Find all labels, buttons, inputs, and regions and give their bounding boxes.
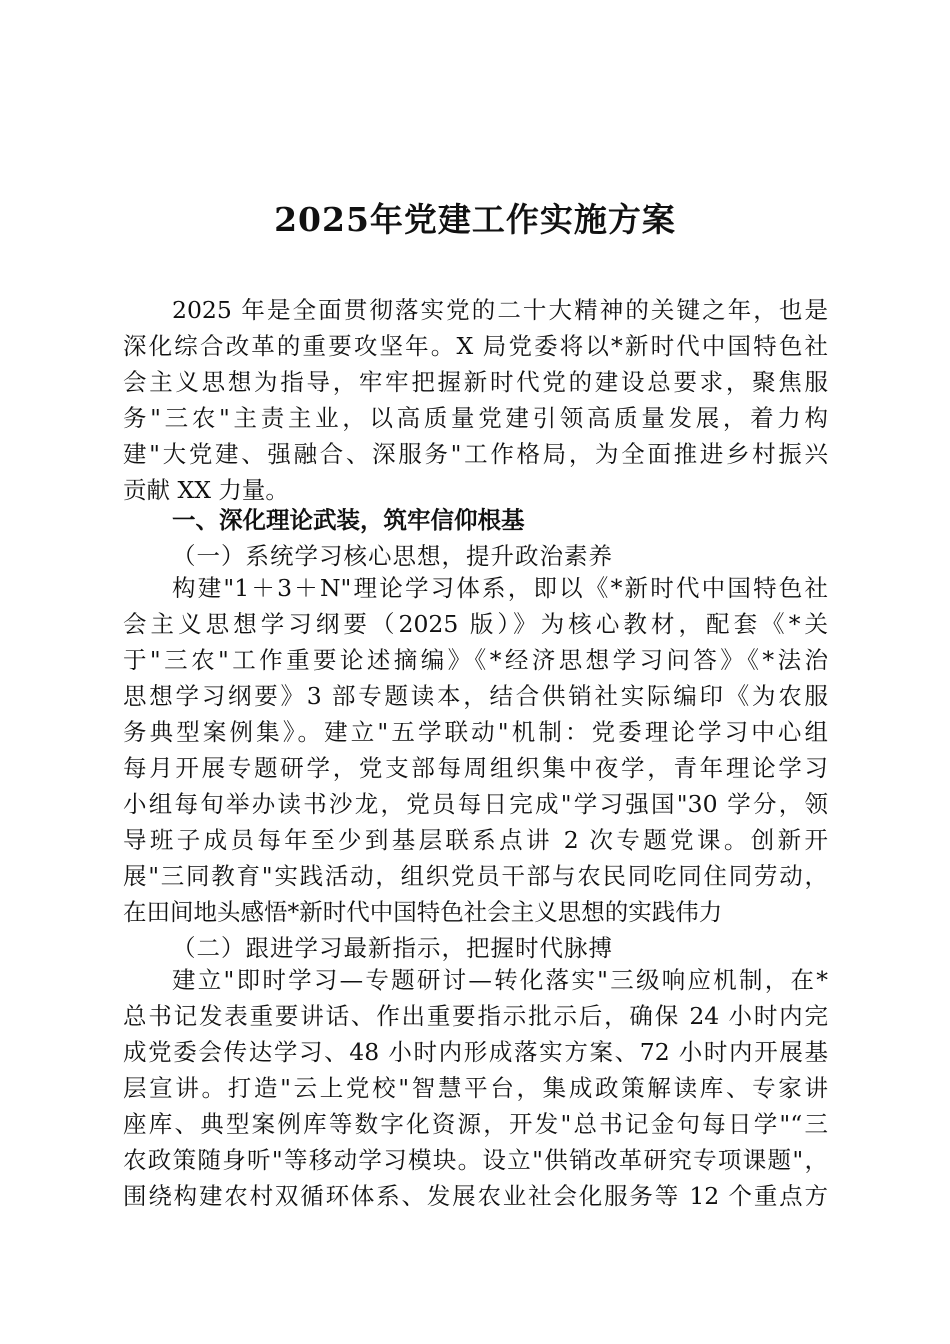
paragraph-line: 在田间地头感悟*新时代中国特色社会主义思想的实践伟力 — [123, 898, 723, 926]
section-heading: 一、深化理论武装，筑牢信仰根基 — [172, 506, 525, 534]
paragraph-line: 每月开展专题研学，党支部每周组织集中夜学，青年理论学习 — [123, 754, 828, 782]
subsection-heading: （一）系统学习核心思想，提升政治素养 — [172, 542, 613, 570]
paragraph-line: 层宣讲。打造"云上党校"智慧平台，集成政策解读库、专家讲 — [123, 1074, 828, 1102]
document-title: 2025年党建工作实施方案 — [274, 200, 676, 239]
paragraph-line: 会主义思想学习纲要（2025 版）》为核心教材，配套《*关 — [123, 610, 828, 638]
intro-line: 建"大党建、强融合、深服务"工作格局，为全面推进乡村振兴 — [123, 440, 828, 468]
paragraph-line: 建立"即时学习—专题研讨—转化落实"三级响应机制，在* — [172, 966, 828, 994]
paragraph-line: 小组每旬举办读书沙龙，党员每日完成"学习强国"30 学分，领 — [123, 790, 828, 818]
paragraph-line: 构建"1＋3＋N"理论学习体系，即以《*新时代中国特色社 — [172, 574, 828, 602]
intro-line: 2025 年是全面贯彻落实党的二十大精神的关键之年，也是 — [172, 296, 828, 324]
paragraph-line: 思想学习纲要》3 部专题读本，结合供销社实际编印《为农服 — [123, 682, 828, 710]
paragraph-line: 座库、典型案例库等数字化资源，开发"总书记金句每日学"“三 — [123, 1110, 828, 1138]
intro-line: 务"三农"主责主业，以高质量党建引领高质量发展，着力构 — [123, 404, 828, 432]
intro-line: 贡献 XX 力量。 — [123, 476, 289, 504]
paragraph-line: 总书记发表重要讲话、作出重要指示批示后，确保 24 小时内完 — [123, 1002, 828, 1030]
paragraph-line: 务典型案例集》。建立"五学联动"机制：党委理论学习中心组 — [123, 718, 828, 746]
subsection-heading: （二）跟进学习最新指示，把握时代脉搏 — [172, 934, 613, 962]
paragraph-line: 农政策随身听"等移动学习模块。设立"供销改革研究专项课题"， — [123, 1146, 828, 1174]
paragraph-line: 围绕构建农村双循环体系、发展农业社会化服务等 12 个重点方 — [123, 1182, 828, 1210]
paragraph-line: 于"三农"工作重要论述摘编》《*经济思想学习问答》《*法治 — [123, 646, 828, 674]
intro-line: 深化综合改革的重要攻坚年。X 局党委将以*新时代中国特色社 — [123, 332, 828, 360]
paragraph-line: 展"三同教育"实践活动，组织党员干部与农民同吃同住同劳动， — [123, 862, 828, 890]
paragraph-line: 导班子成员每年至少到基层联系点讲 2 次专题党课。创新开 — [123, 826, 828, 854]
intro-line: 会主义思想为指导，牢牢把握新时代党的建设总要求，聚焦服 — [123, 368, 828, 396]
paragraph-line: 成党委会传达学习、48 小时内形成落实方案、72 小时内开展基 — [123, 1038, 828, 1066]
